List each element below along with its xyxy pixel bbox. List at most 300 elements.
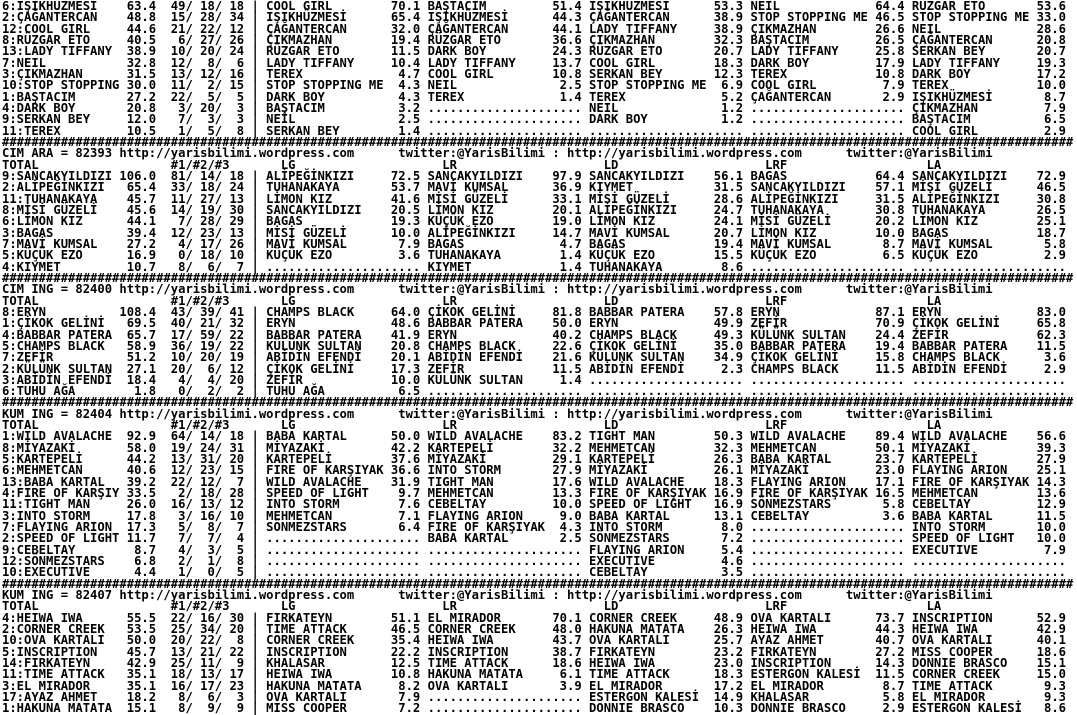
cell-la: ZEFİR 62.3: [911, 327, 1067, 342]
pipe-separator: |: [244, 542, 267, 557]
cell-lrf: EL MIRADOR 8.7: [750, 678, 912, 693]
cell-la: CORNER CREEK 15.0: [911, 667, 1067, 682]
horse-counts: 21/ 22/ 12: [163, 21, 245, 36]
horse-total: 35.1: [119, 678, 164, 693]
cell-lg: MISS COOPER 7.2: [266, 701, 428, 715]
horse-total: 38.9: [119, 44, 164, 59]
cell-lrf: KHALASAR 5.8: [750, 690, 912, 705]
cell-lg: TIME ATTACK 46.5: [266, 622, 428, 637]
horse-total: 18.4: [119, 372, 164, 387]
cell-lr: MEHMETCAN 13.3: [427, 486, 590, 501]
cell-la: ESTERGON KALESİ 8.6: [911, 701, 1067, 715]
pipe-separator: |: [244, 100, 267, 115]
cell-ld: DARK BOY 1.2: [589, 112, 751, 127]
twitter-handle: twitter:@YarisBilimi: [845, 146, 993, 161]
cell-la: INTO STORM 10.0: [911, 520, 1067, 535]
cell-ld: SÖNMEZSTARS 7.2: [589, 531, 751, 546]
cell-lg: MAVİ KUMSAL 7.9: [266, 236, 428, 251]
cell-lrf: ERYN 87.1: [750, 304, 912, 319]
colon-separator: :: [545, 146, 568, 161]
cell-ld: IŞIKHÜZMESİ 53.3: [589, 0, 751, 13]
cell-lr: .....................: [427, 112, 590, 127]
cell-la: EXECUTIVE 7.9: [911, 542, 1067, 557]
horse-total: 58.0: [119, 440, 164, 455]
cell-ld: OVA KARTALI 25.7: [589, 633, 751, 648]
pipe-separator: |: [244, 372, 267, 387]
column-header-la: LA: [926, 418, 942, 433]
horse-total: 44.1: [119, 214, 164, 229]
cell-lg: CORNER CREEK 35.4: [266, 633, 428, 648]
cell-lrf: BABA KARTAL 23.7: [750, 452, 912, 467]
horse-rank-name: 5:CHAMPS BLACK: [2, 338, 120, 353]
pipe-separator: |: [244, 678, 267, 693]
cell-la: RÜZGAR ETO 53.6: [911, 0, 1067, 13]
cell-lg: MİYAZAKİ 42.2: [266, 440, 428, 455]
column-header-lg: LG: [280, 157, 443, 172]
horse-counts: 11/ 27/ 13: [163, 191, 245, 206]
horse-counts: 3/ 20/ 3: [163, 100, 245, 115]
horse-rank-name: 4:BABBAR PATERA: [2, 327, 120, 342]
cell-la: CHAMPS BLACK 3.6: [911, 350, 1067, 365]
horse-rank-name: 10:EXECUTIVE: [2, 565, 120, 580]
cell-lr: TIGHT MAN 17.6: [427, 474, 590, 489]
horse-counts: 12/ 23/ 13: [163, 225, 245, 240]
horse-rank-name: 8:RÜZGAR ETO: [2, 32, 120, 47]
cell-lg: KÜLÜNK SULTAN 20.8: [266, 338, 428, 353]
cell-lr: ERYN 40.2: [427, 327, 590, 342]
cell-la: BABBAR PATERA 11.5: [911, 338, 1067, 353]
cell-lrf: ESTERGON KALESİ 11.5: [750, 667, 912, 682]
cell-ld: BABBAR PATERA 57.8: [589, 304, 751, 319]
horse-counts: 20/ 6/ 12: [163, 361, 245, 376]
cell-lr: HEIWA IWA 43.7: [427, 633, 590, 648]
cell-la: WILD AVALACHE 56.6: [911, 429, 1067, 444]
horse-rank-name: 1:BAŞTACIM: [2, 89, 120, 104]
horse-total: 35.1: [119, 667, 164, 682]
pipe-separator: |: [244, 554, 267, 569]
cell-lg: TUHANAKAYA 53.7: [266, 180, 428, 195]
horse-counts: 2/ 1/ 8: [163, 554, 245, 569]
table-row: [2, 703, 1077, 714]
cell-lr: ALİPEĞİNKIZI 14.7: [427, 225, 590, 240]
twitter-handle: twitter:@YarisBilimi: [845, 588, 993, 603]
horse-counts: 0/ 18/ 10: [163, 248, 245, 263]
cell-lrf: CEBELTAY 3.6: [750, 508, 912, 523]
cell-lg: LİMON KIZ 41.6: [266, 191, 428, 206]
section-title: CIM ING = 82400: [2, 282, 120, 297]
hash-rule: ##################################################################################################################################################: [2, 576, 1074, 591]
cell-lg: INSCRIPTION 22.2: [266, 644, 428, 659]
pipe-separator: |: [244, 656, 267, 671]
pipe-separator: |: [244, 486, 267, 501]
pipe-separator: |: [244, 66, 267, 81]
cell-lrf: BAGAS 64.4: [750, 168, 912, 183]
cell-lrf: NEIL 64.4: [750, 0, 912, 13]
cell-lg: FIRE OF KARŞIYAK 36.6: [266, 463, 428, 478]
cell-lrf: DARK BOY 17.9: [750, 55, 912, 70]
horse-counts: 19/ 24/ 31: [163, 440, 245, 455]
section-title: KUM ING = 82404: [2, 406, 120, 421]
cell-ld: MİSİ GÜZELİ 28.6: [589, 191, 751, 206]
pipe-separator: |: [244, 520, 267, 535]
horse-rank-name: 12:COOL GIRL: [2, 21, 120, 36]
column-header-lrf: LRF: [765, 293, 927, 308]
cell-ld: ÇAĞANTERCAN 38.9: [589, 10, 751, 25]
cell-la: ÇIKMAZHAN 7.9: [911, 100, 1067, 115]
cell-ld: FIRKATEYN 23.2: [589, 644, 751, 659]
site-url: http://yarisbilimi.wordpress.com: [119, 588, 355, 603]
horse-rank-name: 6:MEHMETCAN: [2, 463, 120, 478]
cell-lg: CHAMPS BLACK 64.0: [266, 304, 428, 319]
cell-lr: MAVİ KUMSAL 36.9: [427, 180, 590, 195]
horse-rank-name: 4:KIYMET: [2, 259, 120, 274]
pipe-separator: |: [244, 225, 267, 240]
pipe-separator: |: [244, 463, 267, 478]
cell-lg: MİSİ GÜZELİ 10.0: [266, 225, 428, 240]
cell-lrf: .....................: [750, 520, 912, 535]
horse-total: 10.5: [119, 123, 164, 138]
cell-lg: ÇAĞANTERCAN 32.0: [266, 21, 428, 36]
cell-la: ERYN 83.0: [911, 304, 1067, 319]
horse-counts: 17/ 59/ 22: [163, 327, 245, 342]
cell-la: HEIWA IWA 42.9: [911, 622, 1067, 637]
cell-la: MAVİ KUMSAL 5.8: [911, 236, 1067, 251]
cell-la: .....................: [911, 259, 1067, 274]
cell-lr: .....................: [427, 123, 590, 138]
cell-lrf: STOP STOPPING ME 46.5: [750, 10, 912, 25]
pipe-separator: |: [244, 508, 267, 523]
cell-lrf: OVA KARTALI 73.7: [750, 610, 912, 625]
hash-rule: ##################################################################################################################################################: [2, 395, 1074, 410]
pipe-separator: |: [244, 89, 267, 104]
horse-rank-name: 5:INSCRIPTION: [2, 644, 120, 659]
horse-rank-name: 5:KARTEPELİ: [2, 452, 120, 467]
cell-la: STOP STOPPING ME 33.0: [911, 10, 1067, 25]
cell-la: KÜÇÜK EZO 2.9: [911, 248, 1067, 263]
cell-la: BAŞTACIM 6.5: [911, 112, 1067, 127]
horse-total: 30.0: [119, 78, 164, 93]
column-header-lrf: LRF: [765, 418, 927, 433]
cell-lrf: LİMON KIZ 10.0: [750, 225, 912, 240]
column-header-lr: LR: [442, 418, 604, 433]
cell-ld: MAVİ KUMSAL 20.7: [589, 225, 751, 240]
column-header-total: TOTAL: [2, 599, 171, 614]
cell-lrf: TEREX 10.8: [750, 66, 912, 81]
horse-rank-name: 3:INTO STORM: [2, 508, 120, 523]
horse-rank-name: 11:TIME ATTACK: [2, 667, 120, 682]
site-url: http://yarisbilimi.wordpress.com: [119, 282, 355, 297]
cell-ld: .....................: [589, 123, 751, 138]
twitter-handle: twitter:@YarisBilimi: [398, 588, 545, 603]
cell-lg: ZEFİR 10.0: [266, 372, 428, 387]
horse-total: 45.6: [119, 202, 164, 217]
cell-la: SPEED OF LIGHT 10.0: [911, 531, 1067, 546]
horse-total: 44.2: [119, 452, 164, 467]
horse-total: 26.0: [119, 497, 164, 512]
horse-total: 17.8: [119, 508, 164, 523]
cell-ld: .....................: [589, 384, 751, 399]
horse-total: 6.8: [119, 554, 164, 569]
cell-lg: SERKAN BEY 1.4: [266, 123, 428, 138]
column-header-counts: #1/#2/#3: [170, 599, 281, 614]
horse-rank-name: 8:MİYAZAKİ: [2, 440, 120, 455]
horse-rank-name: 11:TEREX: [2, 123, 120, 138]
horse-rank-name: 2:KÜLÜNK SULTAN: [2, 361, 120, 376]
horse-counts: 43/ 39/ 41: [163, 304, 245, 319]
cell-lr: FLAYING ARION 9.0: [427, 508, 590, 523]
cell-lg: BABA KARTAL 50.0: [266, 429, 428, 444]
cell-lr: KÜLÜNK SULTAN 1.4: [427, 372, 590, 387]
cell-lr: ABİDİN EFENDİ 21.6: [427, 350, 590, 365]
cell-ld: KÜÇÜK EZO 15.5: [589, 248, 751, 263]
pipe-separator: |: [244, 644, 267, 659]
cell-la: ÇAĞANTERCAN 20.8: [911, 32, 1067, 47]
cell-lg: .....................: [266, 554, 428, 569]
horse-total: 55.5: [119, 610, 164, 625]
pipe-separator: |: [244, 531, 267, 546]
cell-la: NEIL 28.6: [911, 21, 1067, 36]
pipe-separator: |: [244, 497, 267, 512]
cell-lrf: AYAZ AHMET 40.7: [750, 633, 912, 648]
cell-lg: KHALASAR 12.5: [266, 656, 428, 671]
horse-rank-name: 2:SPEED OF LIGHT: [2, 531, 120, 546]
cell-lr: KARTEPELİ 32.2: [427, 440, 590, 455]
cell-ld: SERKAN BEY 12.3: [589, 66, 751, 81]
cell-lr: CHAMPS BLACK 22.6: [427, 338, 590, 353]
cell-lrf: HEIWA IWA 44.3: [750, 622, 912, 637]
twitter-handle: twitter:@YarisBilimi: [398, 282, 545, 297]
colon-separator: :: [545, 282, 568, 297]
column-header-la: LA: [926, 157, 942, 172]
cell-ld: SPEED OF LIGHT 16.9: [589, 497, 751, 512]
cell-la: .....................: [911, 565, 1067, 580]
cell-lg: HAKUNA MATATA 8.2: [266, 678, 428, 693]
horse-counts: 22/ 5/ 5: [163, 89, 245, 104]
section-title: KUM ING = 82407: [2, 588, 120, 603]
horse-rank-name: 11:TUHANAKAYA: [2, 191, 120, 206]
horse-total: 65.4: [119, 180, 164, 195]
cell-lrf: .....................: [750, 384, 912, 399]
horse-total: 92.9: [119, 429, 164, 444]
horse-counts: 7/ 28/ 29: [163, 214, 245, 229]
cell-lr: RÜZGAR ETO 36.6: [427, 32, 590, 47]
cell-lrf: .....................: [750, 542, 912, 557]
horse-total: 20.8: [119, 100, 164, 115]
horse-total: 11.7: [119, 531, 164, 546]
cell-lrf: TUHANAKAYA 30.8: [750, 202, 912, 217]
pipe-separator: |: [244, 304, 267, 319]
cell-lr: BABBAR PATERA 50.0: [427, 316, 590, 331]
horse-rank-name: 1:ÇİKOK GELİNİ: [2, 316, 120, 331]
cell-lrf: .....................: [750, 531, 912, 546]
cell-lg: BAGAS 19.3: [266, 214, 428, 229]
horse-total: 4.4: [119, 565, 164, 580]
cell-lr: COOL GIRL 10.8: [427, 66, 590, 81]
cell-lrf: ZEFİR 70.9: [750, 316, 912, 331]
cell-lrf: .....................: [750, 100, 912, 115]
cell-lr: SANCAKYILDIZI 97.9: [427, 168, 590, 183]
cell-lg: NEİL 2.5: [266, 112, 428, 127]
cell-lrf: ÇIKMAZHAN 26.6: [750, 21, 912, 36]
cell-lrf: FIRE OF KARŞIYAK 16.5: [750, 486, 912, 501]
cell-lrf: .....................: [750, 565, 912, 580]
horse-counts: 22/ 16/ 30: [163, 610, 245, 625]
cell-la: DONNIE BRASCO 15.1: [911, 656, 1067, 671]
cell-la: MİSİ GÜZELİ 46.5: [911, 180, 1067, 195]
horse-counts: 11/ 2/ 15: [163, 78, 245, 93]
horse-rank-name: 6:LİMON KIZ: [2, 214, 120, 229]
cell-lg: DARK BOY 4.3: [266, 89, 428, 104]
cell-ld: KIYMET 31.5: [589, 180, 751, 195]
cell-lrf: FIRKATEYN 27.2: [750, 644, 912, 659]
horse-total: 1.8: [119, 384, 164, 399]
cell-lrf: MEHMETCAN 50.1: [750, 440, 912, 455]
cell-lr: .....................: [427, 701, 590, 715]
cell-ld: LİMON KIZ 24.1: [589, 214, 751, 229]
cell-lrf: CHAMPS BLACK 11.5: [750, 361, 912, 376]
horse-counts: 2/ 18/ 28: [163, 486, 245, 501]
cell-lr: CORNER CREEK 48.0: [427, 622, 590, 637]
pipe-separator: |: [244, 565, 267, 580]
cell-la: SANCAKYILDIZI 72.9: [911, 168, 1067, 183]
horse-rank-name: 7:ZEFİR: [2, 350, 120, 365]
cell-lg: SÖNMEZSTARS 6.4: [266, 520, 428, 535]
pipe-separator: |: [244, 202, 267, 217]
horse-counts: 4/ 4/ 20: [163, 372, 245, 387]
cell-lr: IŞIKHÜZMESİ 44.3: [427, 10, 590, 25]
cell-la: TIME ATTACK 9.3: [911, 678, 1067, 693]
horse-counts: 4/ 17/ 26: [163, 236, 245, 251]
horse-counts: 13/ 12/ 16: [163, 66, 245, 81]
site-url: http://yarisbilimi.wordpress.com: [567, 146, 802, 161]
horse-total: 33.5: [119, 486, 164, 501]
cell-la: BABA KARTAL 11.5: [911, 508, 1067, 523]
horse-total: 42.9: [119, 656, 164, 671]
cell-la: BAGAS 18.7: [911, 225, 1067, 240]
horse-total: 27.2: [119, 89, 164, 104]
cell-la: ALİPEĞİNKIZI 30.8: [911, 191, 1067, 206]
cell-lr: EL MIRADOR 70.1: [427, 610, 590, 625]
horse-rank-name: 11:TIGHT MAN: [2, 497, 120, 512]
horse-rank-name: 2:CORNER CREEK: [2, 622, 120, 637]
cell-lg: HEIWA IWA 10.8: [266, 667, 428, 682]
column-header-counts: #1/#2/#3: [170, 293, 281, 308]
horse-rank-name: 1:WILD AVALACHE: [2, 429, 120, 444]
pipe-separator: |: [244, 316, 267, 331]
cell-ld: HAKUNA MATATA 26.3: [589, 622, 751, 637]
column-header-total: TOTAL: [2, 418, 171, 433]
cell-lr: BAŞTACIM 51.4: [427, 0, 590, 13]
horse-counts: 8/ 9/ 9: [163, 701, 245, 715]
pipe-separator: |: [244, 21, 267, 36]
horse-total: 48.8: [119, 10, 164, 25]
cell-ld: DONNIE BRASCO 10.3: [589, 701, 751, 715]
horse-counts: 16/ 17/ 23: [163, 678, 245, 693]
cell-lr: TUHANAKAYA 1.4: [427, 248, 590, 263]
horse-counts: 6/ 27/ 26: [163, 32, 245, 47]
cell-la: EL MIRADOR 9.3: [911, 690, 1067, 705]
horse-rank-name: 4:FIRE OF KARŞIY: [2, 486, 120, 501]
cell-lg: WILD AVALACHE 31.9: [266, 474, 428, 489]
pipe-separator: |: [244, 429, 267, 444]
cell-ld: TIGHT MAN 50.3: [589, 429, 751, 444]
cell-la: FIRE OF KARŞIYAK 14.3: [911, 474, 1067, 489]
cell-lr: ÇİKOK GELİNİ 81.8: [427, 304, 590, 319]
cell-lg: .....................: [266, 259, 428, 274]
column-header-counts: #1/#2/#3: [170, 157, 281, 172]
cell-ld: MİYAZAKİ 26.1: [589, 463, 751, 478]
column-header-ld: LD: [603, 418, 766, 433]
cell-lrf: .....................: [750, 112, 912, 127]
cell-lrf: MİYAZAKİ 23.0: [750, 463, 912, 478]
cell-ld: TUHANAKAYA 8.6: [589, 259, 751, 274]
cell-ld: TIME ATTACK 18.3: [589, 667, 751, 682]
cell-la: SERKAN BEY 20.7: [911, 44, 1067, 59]
horse-total: 40.6: [119, 463, 164, 478]
cell-la: MİYAZAKİ 39.3: [911, 440, 1067, 455]
cell-ld: ALİPEĞİNKIZI 24.7: [589, 202, 751, 217]
horse-rank-name: 13:BABA KARTAL: [2, 474, 120, 489]
pipe-separator: |: [244, 78, 267, 93]
cell-ld: BABA KARTAL 13.1: [589, 508, 751, 523]
section-title: CIM ARA = 82393: [2, 146, 120, 161]
cell-lrf: .....................: [750, 372, 912, 387]
pipe-separator: |: [244, 452, 267, 467]
pipe-separator: |: [244, 440, 267, 455]
site-url: http://yarisbilimi.wordpress.com: [567, 406, 802, 421]
horse-rank-name: 9:CEBELTAY: [2, 542, 120, 557]
horse-counts: 15/ 28/ 34: [163, 10, 245, 25]
horse-rank-name: 3:ABİDİN EFENDİ: [2, 372, 120, 387]
horse-total: 40.5: [119, 32, 164, 47]
horse-total: 32.8: [119, 55, 164, 70]
cell-ld: ERYN 49.9: [589, 316, 751, 331]
horse-rank-name: 7:NEIL: [2, 55, 120, 70]
cell-ld: ÇİKOK GELİNİ 35.0: [589, 338, 751, 353]
horse-rank-name: 3:ÇIKMAZHAN: [2, 66, 120, 81]
column-header-lrf: LRF: [765, 599, 927, 614]
horse-rank-name: 17:AYAZ AHMET: [2, 690, 120, 705]
horse-counts: 12/ 23/ 15: [163, 463, 245, 478]
cell-la: FLAYING ARION 25.1: [911, 463, 1067, 478]
horse-rank-name: 2:ÇAĞANTERCAN: [2, 10, 120, 25]
cell-lr: ZEFİR 11.5: [427, 361, 590, 376]
cell-ld: CEBELTAY 3.5: [589, 565, 751, 580]
cell-lrf: BABBAR PATERA 19.4: [750, 338, 912, 353]
cell-la: MISS COOPER 18.6: [911, 644, 1067, 659]
pipe-separator: |: [244, 44, 267, 59]
cell-lg: STOP STOPPING ME 4.3: [266, 78, 428, 93]
cell-la: INSCRIPTION 52.9: [911, 610, 1067, 625]
site-url: http://yarisbilimi.wordpress.com: [567, 282, 802, 297]
cell-lr: BABA KARTAL 2.5: [427, 531, 590, 546]
horse-counts: 33/ 18/ 24: [163, 180, 245, 195]
cell-lg: INTO STORM 7.6: [266, 497, 428, 512]
cell-lrf: SANCAKYILDIZI 57.1: [750, 180, 912, 195]
pipe-separator: |: [244, 32, 267, 47]
cell-ld: RÜZGAR ETO 20.7: [589, 44, 751, 59]
horse-total: 69.5: [119, 316, 164, 331]
cell-lr: .....................: [427, 690, 590, 705]
cell-lr: NEIL 2.5: [427, 78, 590, 93]
horse-rank-name: 14:FIRKATEYN: [2, 656, 120, 671]
cell-la: TUHANAKAYA 26.5: [911, 202, 1067, 217]
horse-counts: 13/ 31/ 20: [163, 452, 245, 467]
pipe-separator: |: [244, 236, 267, 251]
cell-lg: .....................: [266, 565, 428, 580]
column-header-total: TOTAL: [2, 157, 171, 172]
column-header-counts: #1/#2/#3: [170, 418, 281, 433]
